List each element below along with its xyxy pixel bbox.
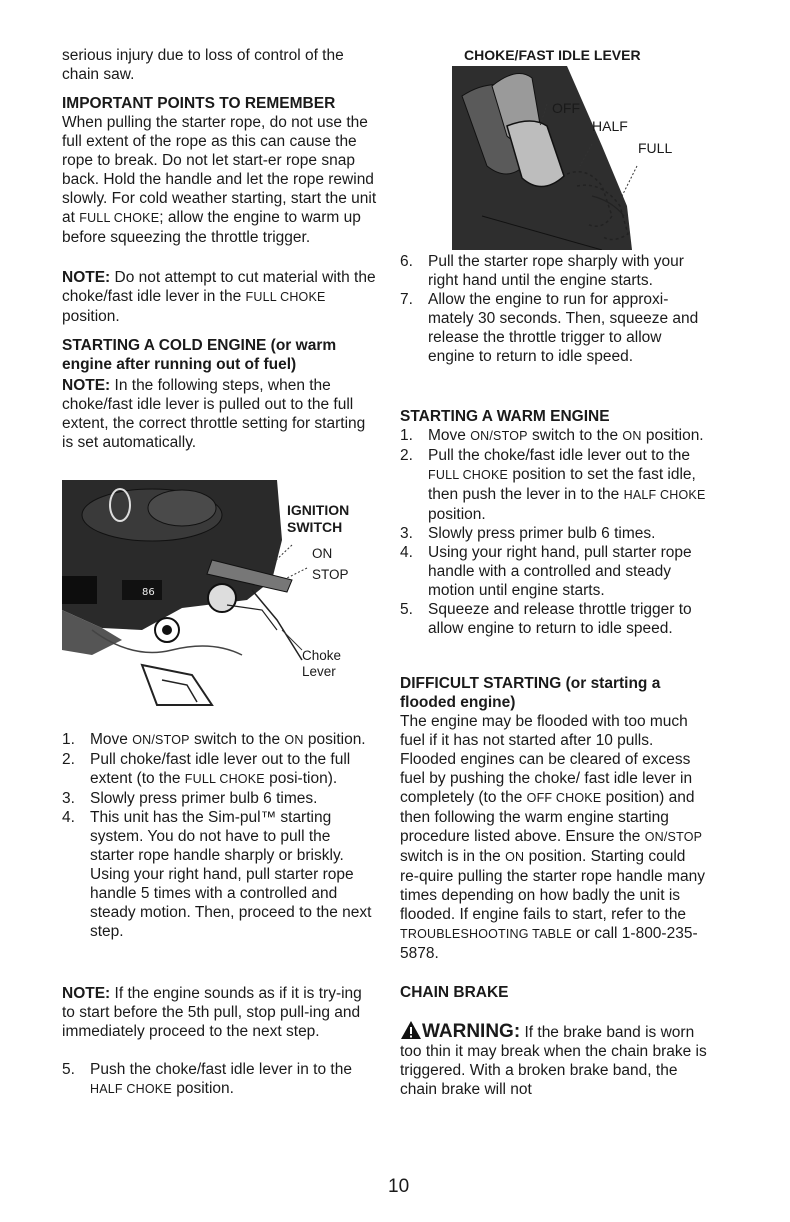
half-label: HALF [592, 118, 628, 134]
choke-lever-figure [452, 66, 692, 250]
full-label: FULL [638, 140, 673, 156]
list-item: 5. Squeeze and release throttle trigger to allow engine to return to idle speed. [400, 601, 692, 637]
list-item: 7. Allow the engine to run for approxi-mately 30 seconds. Then, squeeze and release the throttle trigger to allow engine to return to idle speed. [400, 291, 699, 365]
stop-label: STOP [312, 567, 349, 582]
cold-steps-list [62, 730, 378, 941]
warm-steps-list [400, 426, 708, 638]
warning-text: WARNING: If the brake band is worn too thin it may break when the chain brake is triggered. With a broken brake band, the chain brake will not [400, 1021, 707, 1098]
ignition-label-2: SWITCH [287, 519, 343, 535]
page-number: 10 [388, 1176, 410, 1197]
important-section [62, 94, 378, 247]
important-text: When pulling the starter rope, do not use the full extent of the rope as this can cause the rope to break. Do not let start-er rope snap back. Hold the handle and let the rope rewind slowly. For cold weather starting, start the unit at FULL CHOKE; allow the engine to warm up before squeezing the throttle trigger. [62, 114, 377, 246]
chain-brake-heading: CHAIN BRAKE [400, 984, 509, 1001]
note-throttle: NOTE: In the following steps, when the choke/fast idle lever is pulled out to the full extent, the correct throttle setting for starting is set automatically. [62, 377, 366, 451]
choke-figure-title: CHOKE/FAST IDLE LEVER [464, 47, 641, 63]
on-label: ON [312, 546, 333, 561]
list-item: 1. Move ON/STOP switch to the ON position. [62, 731, 366, 748]
cold-engine-heading: STARTING A COLD ENGINE (or warm engine after running out of fuel) [62, 337, 337, 373]
cold-steps-continued [400, 252, 708, 366]
list-item: 6. Pull the starter rope sharply with your right hand until the engine starts. [400, 253, 684, 289]
note-full-choke: NOTE: Do not attempt to cut material with the choke/fast idle lever in the FULL CHOKE position. [62, 269, 376, 325]
difficult-starting-heading: DIFFICULT STARTING (or starting a flooded engine) [400, 675, 661, 711]
warning-icon [400, 1020, 422, 1040]
list-item: 5. Push the choke/fast idle lever in to the HALF CHOKE position. [62, 1061, 352, 1097]
off-label: OFF [552, 100, 580, 116]
list-item: 4. Using your right hand, pull starter rope handle with a controlled and steady motion until engine starts. [400, 544, 692, 599]
list-item: 2. Pull the choke/fast idle lever out to the FULL CHOKE position to set the fast idle, then push the lever in to the HALF CHOKE position. [400, 447, 706, 523]
difficult-starting-text: The engine may be flooded with too much fuel if it has not started after 10 pulls. Flooded engines can be cleared of excess fuel by pushing the choke/ fast idle lever in completely (to the OFF CHOKE position) and then following the warm engine starting procedure listed above. Ensure the ON/STOP switch is in the ON position. Starting could re-quire pulling the starter rope handle many times depending on how badly the unit is flooded. If engine fails to start, refer to the TROUBLESHOOTING TABLE or call 1-800-235-5878. [400, 713, 706, 962]
important-heading: IMPORTANT POINTS TO REMEMBER [62, 95, 336, 112]
list-item: 3. Slowly press primer bulb 6 times. [400, 525, 656, 542]
choke-lever-illustration [452, 66, 692, 250]
svg-text:86: 86 [142, 587, 155, 598]
list-item: 4. This unit has the Sim-pul™ starting system. You do not have to pull the starter rope handle sharply or briskly. Using your right hand, pull starter rope handle 5 times with a controlled and steady motion. Then, proceed to the next step. [62, 809, 372, 940]
choke-label-1: Choke [302, 648, 342, 663]
warm-engine-heading: STARTING A WARM ENGINE [400, 408, 610, 425]
step-5-list [62, 1060, 378, 1099]
ignition-switch-figure [62, 480, 372, 710]
intro-text: serious injury due to loss of control of the chain saw. [62, 47, 344, 83]
list-item: 2. Pull choke/fast idle lever out to the full extent (to the FULL CHOKE posi-tion). [62, 751, 351, 787]
list-item: 1. Move ON/STOP switch to the ON position. [400, 427, 704, 444]
ignition-label-1: IGNITION [287, 502, 350, 518]
list-item: 3. Slowly press primer bulb 6 times. [62, 790, 318, 807]
choke-label-2: Lever [302, 664, 336, 679]
note-fifth-pull: NOTE: If the engine sounds as if it is try-ing to start before the 5th pull, stop pull-ing and immediately proceed to the next step. [62, 985, 362, 1040]
